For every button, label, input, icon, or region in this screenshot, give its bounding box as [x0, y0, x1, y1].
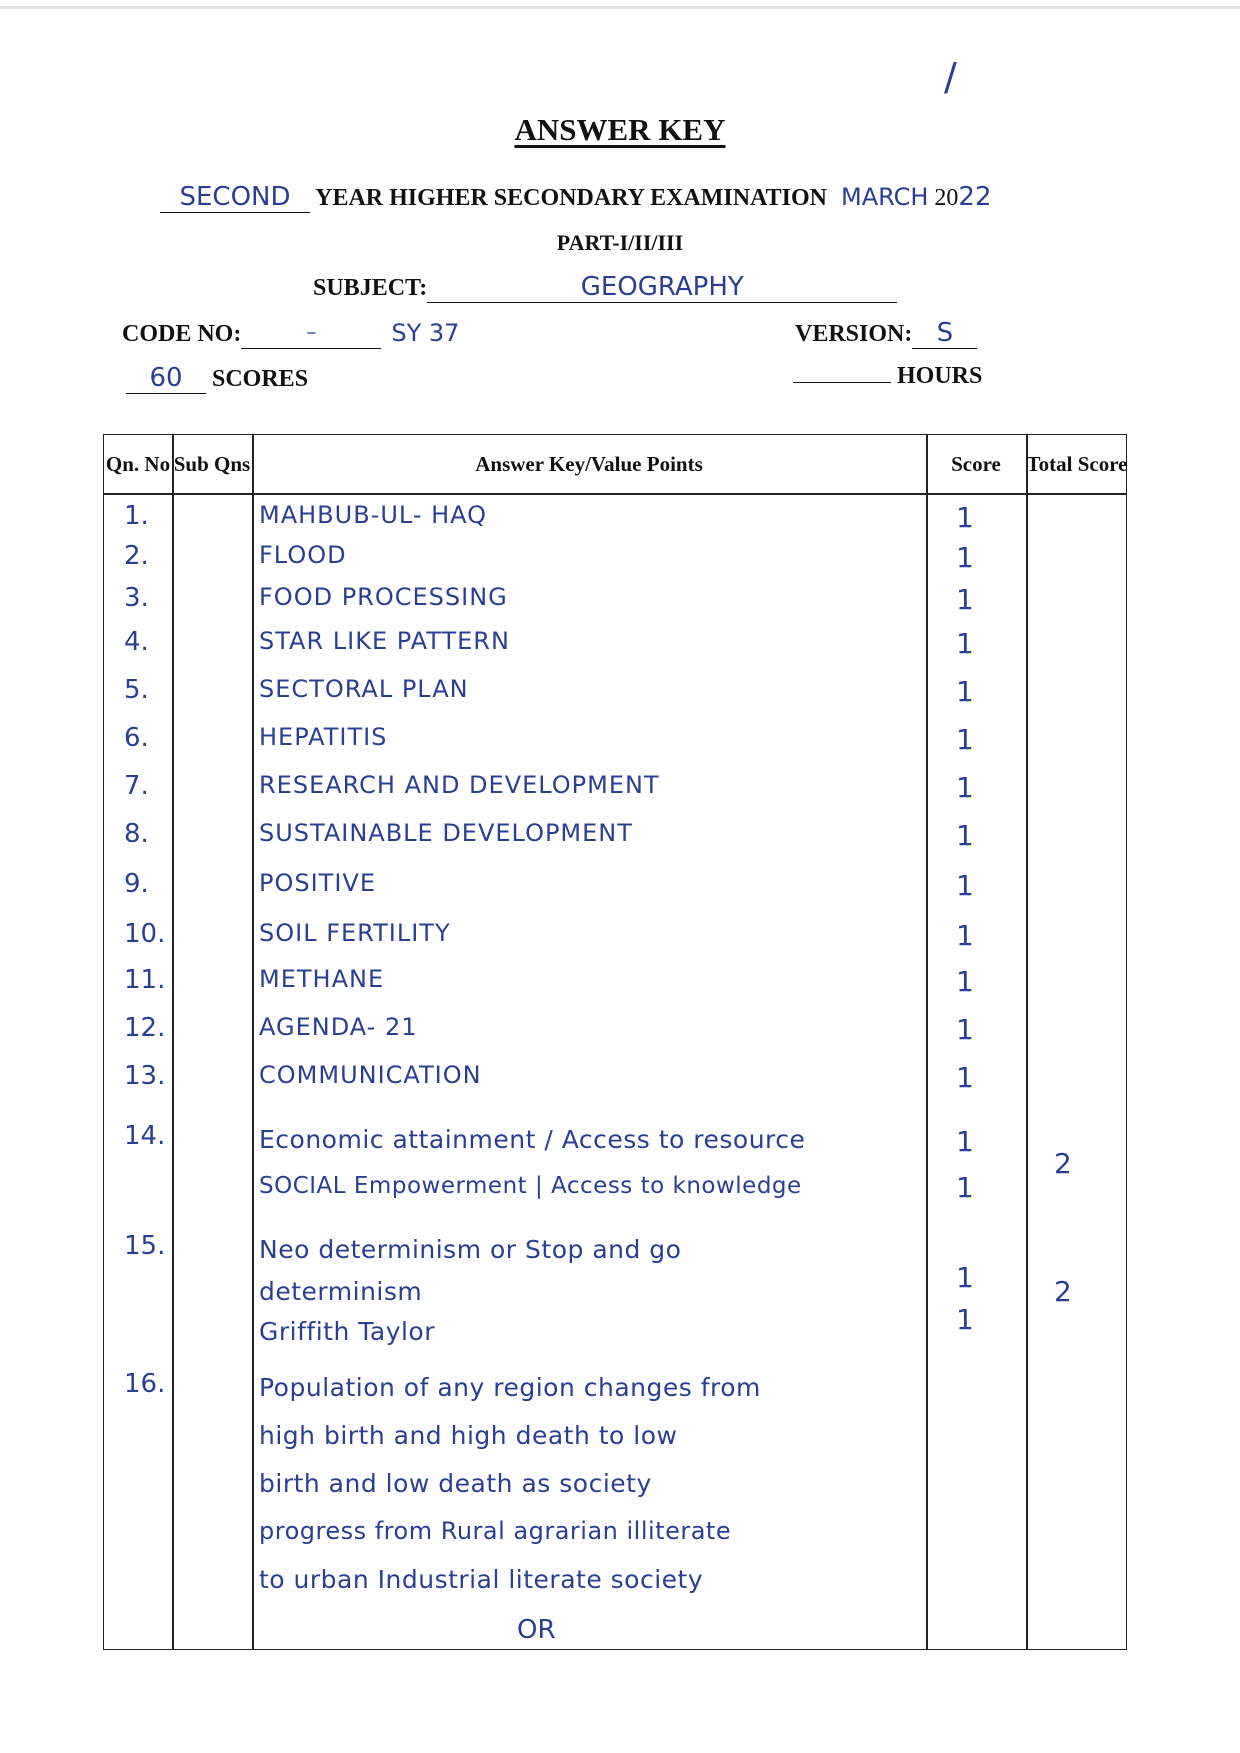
code-value: SY 37	[391, 319, 460, 347]
answer-line: to urban Industrial literate society	[259, 1565, 704, 1594]
score-cell: 1	[956, 869, 974, 902]
col-header-sub: Sub Qns	[173, 451, 251, 476]
page-number: /	[944, 55, 957, 99]
month-value: MARCH	[840, 183, 929, 211]
code-line	[122, 318, 459, 349]
score-cell: 1	[956, 1303, 974, 1336]
scan-edge	[0, 6, 1240, 9]
col-header-score: Score	[951, 451, 1001, 476]
answer-table	[103, 434, 1127, 1650]
score-cell: 1	[956, 501, 974, 534]
scores-line	[126, 363, 308, 394]
answer-line: Griffith Taylor	[259, 1317, 436, 1346]
answer-cell: MAHBUB-UL- HAQ	[259, 501, 488, 529]
qn-cell: 5.	[124, 675, 149, 705]
qn-cell: 13.	[124, 1061, 166, 1091]
answer-line: Population of any region changes from	[259, 1373, 761, 1402]
subject-label: SUBJECT:	[313, 275, 428, 301]
or-label: OR	[517, 1615, 556, 1645]
score-cell: 1	[956, 1013, 974, 1046]
qn-cell: 8.	[124, 819, 149, 849]
answer-cell: SOIL FERTILITY	[259, 919, 451, 947]
exam-text: YEAR HIGHER SECONDARY EXAMINATION	[315, 185, 827, 211]
qn-cell: 14.	[124, 1121, 166, 1151]
score-cell: 1	[956, 819, 974, 852]
score-cell: 1	[956, 723, 974, 756]
score-cell: 1	[956, 771, 974, 804]
answer-line: birth and low death as society	[259, 1469, 652, 1498]
total-score-cell: 2	[1054, 1147, 1072, 1180]
divider-total	[1026, 435, 1028, 1649]
answer-line: high birth and high death to low	[259, 1421, 678, 1450]
qn-cell: 16.	[124, 1369, 166, 1399]
exam-line	[160, 182, 992, 213]
year-suffix: 22	[958, 182, 992, 212]
answer-cell: SECTORAL PLAN	[259, 675, 469, 703]
answer-line: Economic attainment / Access to resource	[259, 1125, 806, 1154]
qn-cell: 6.	[124, 723, 149, 753]
score-cell: 1	[956, 1125, 974, 1158]
qn-cell: 15.	[124, 1231, 166, 1261]
header-divider	[104, 493, 1126, 495]
col-header-total: Total Score	[1026, 451, 1128, 476]
divider-sub	[252, 435, 254, 1649]
score-cell: 1	[956, 1171, 974, 1204]
answer-line: SOCIAL Empowerment | Access to knowledge	[259, 1173, 802, 1199]
answer-cell: COMMUNICATION	[259, 1061, 482, 1089]
qn-cell: 2.	[124, 541, 149, 571]
year-value: SECOND	[160, 182, 310, 213]
code-struck	[241, 318, 381, 349]
col-header-answer: Answer Key/Value Points	[475, 451, 703, 476]
divider-score	[926, 435, 928, 1649]
subject-line	[313, 272, 897, 303]
score-cell: 1	[956, 965, 974, 998]
score-cell: 1	[956, 541, 974, 574]
version-line	[795, 318, 977, 349]
qn-cell: 9.	[124, 869, 149, 899]
qn-cell: 7.	[124, 771, 149, 801]
hours-value	[793, 382, 891, 383]
page-title	[0, 112, 1240, 148]
answer-cell: HEPATITIS	[259, 723, 388, 751]
scores-value: 60	[126, 363, 206, 394]
answer-line: determinism	[259, 1277, 423, 1306]
answer-line: progress from Rural agrarian illiterate	[259, 1517, 732, 1545]
answer-cell: AGENDA- 21	[259, 1013, 418, 1041]
code-label: CODE NO:	[122, 321, 242, 347]
score-cell: 1	[956, 919, 974, 952]
hours-label: HOURS	[897, 363, 983, 389]
year-prefix: 20	[934, 185, 959, 211]
qn-cell: 10.	[124, 919, 166, 949]
answer-cell: METHANE	[259, 965, 385, 993]
answer-cell: FOOD PROCESSING	[259, 583, 508, 611]
hours-line	[793, 363, 982, 390]
score-cell: 1	[956, 675, 974, 708]
qn-cell: 11.	[124, 965, 166, 995]
qn-cell: 12.	[124, 1013, 166, 1043]
version-label: VERSION:	[795, 321, 913, 347]
answer-cell: RESEARCH AND DEVELOPMENT	[259, 771, 660, 799]
qn-cell: 3.	[124, 583, 149, 613]
score-cell: 1	[956, 583, 974, 616]
score-cell: 1	[956, 1061, 974, 1094]
title-text: ANSWER KEY	[514, 112, 726, 147]
answer-cell: STAR LIKE PATTERN	[259, 627, 510, 655]
version-value: S	[912, 318, 977, 349]
answer-cell: SUSTAINABLE DEVELOPMENT	[259, 819, 633, 847]
qn-cell: 1.	[124, 501, 149, 531]
total-score-cell: 2	[1054, 1275, 1072, 1308]
answer-cell: FLOOD	[259, 541, 347, 569]
answer-line: Neo determinism or Stop and go	[259, 1235, 682, 1264]
scores-label: SCORES	[212, 366, 309, 392]
score-cell: 1	[956, 627, 974, 660]
part-line: PART-I/II/III	[556, 230, 684, 255]
divider-qn	[172, 435, 174, 1649]
qn-cell: 4.	[124, 627, 149, 657]
subject-value: GEOGRAPHY	[427, 272, 897, 303]
score-cell: 1	[956, 1261, 974, 1294]
answer-cell: POSITIVE	[259, 869, 376, 897]
col-header-qn: Qn. No	[105, 451, 171, 476]
